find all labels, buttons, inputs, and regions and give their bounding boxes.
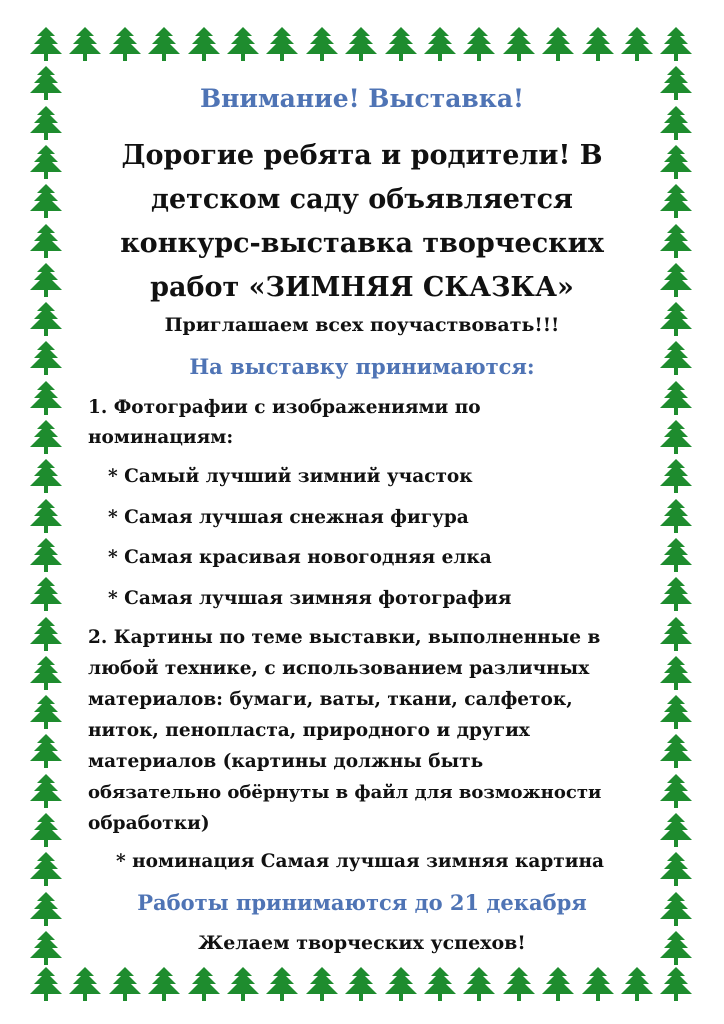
invite-text: Приглашаем всех поучаствовать!!! [164,314,560,336]
item2-line: материалов: бумаги, ваты, ткани, салфеток, [88,689,573,710]
item2-line: любой технике, с использованием различных [88,658,590,679]
item2-line: 2. Картины по теме выставки, выполненные в [88,627,601,648]
wish-text: Желаем творческих успехов! [198,932,526,954]
nomination-painting: * номинация Самая лучшая зимняя картина [116,851,605,872]
nomination-item: * Самая красивая новогодняя елка [108,547,492,568]
deadline-text: Работы принимаются до 21 декабря [137,890,587,915]
item2-line: ниток, пенопласта, природного и других [88,720,530,741]
nomination-item: * Самая лучшая снежная фигура [108,507,469,528]
headline-line: конкурс-выставка творческих [120,228,604,259]
item1-line: номинациям: [88,427,234,448]
accepted-heading: На выставку принимаются: [189,354,535,379]
item2-line: материалов (картины должны быть [88,751,484,772]
headline-line: детском саду объявляется [150,184,574,215]
item1-line: 1. Фотографии с изображениями по [88,397,481,418]
headline-line: работ «ЗИМНЯЯ СКАЗКА» [150,272,574,303]
poster-title: Внимание! Выставка! [199,84,524,113]
item2-line: обработки) [88,813,210,834]
nomination-item: * Самая лучшая зимняя фотография [108,588,512,609]
headline-line: Дорогие ребята и родители! В [121,140,603,171]
nomination-item: * Самый лучший зимний участок [108,466,473,487]
item2-line: обязательно обёрнуты в файл для возможности [88,782,602,803]
